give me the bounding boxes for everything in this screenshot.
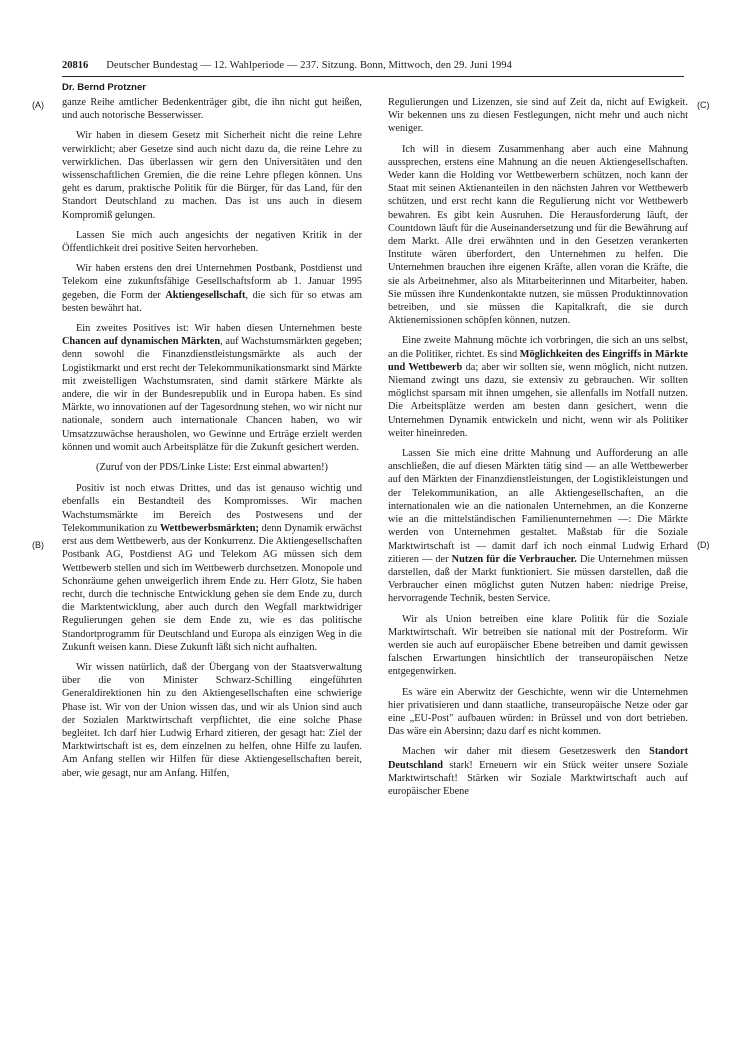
- paragraph: Regulierungen und Lizenzen, sie sind auf Zeit da, nicht auf Ewigkeit. Wir bekennen uns zu diesen Festlegungen, nicht mehr und auch nicht weniger.: [388, 97, 688, 135]
- speaker-name: Dr. Bernd Protzner: [62, 82, 146, 93]
- bold-term: Möglichkeiten des Eingriffs in Märkte und Wettbewerb: [388, 348, 688, 373]
- bold-term: Chancen auf dynamischen Märkten: [62, 336, 221, 348]
- paragraph: Wir wissen natürlich, daß der Übergang von der Staatsverwaltung über die von Minister Schwarz-Schilling eingeführten Generaldirektionen hin zu den Aktiengesellschaften eine schwierige Phase ist. Wir von der Union wissen das, und wir als Union sind auch der Sozialen Marktwirtschaft verpflichtet, die eine solche Phase begleitet. Ich darf hier Ludwig Erhard zitieren, der gesagt hat: Ziel der Marktwirtschaft ist es, dem einzelnen zu helfen, ohne Hilfe zu laufen. Am Anfang stellen wir Hilfen für diese Aktiengesellschaften bereit, aber, wie gesagt, nur am Anfang. Hilfen,: [62, 661, 362, 779]
- bold-term: Wettbewerbsmärkten;: [159, 522, 259, 534]
- margin-mark-d: (D): [697, 540, 710, 550]
- paragraph: Wir haben erstens den drei Unternehmen Postbank, Postdienst und Telekom eine zukunftsfähige Gesellschaftsform ab 1. Januar 1995 gegeben, die Form der Aktiengesellschaft, die sich für so etwas am besten bewährt hat.: [62, 263, 363, 314]
- margin-mark-c: (C): [697, 100, 710, 110]
- paragraph: Ich will in diesem Zusammenhang aber auch eine Mahnung aussprechen, erstens eine Mahnung an die neuen Aktiengesellschaften. Weder kann die Holding vor Wettbewerbern schützen, noch kann der Staat mit seinen Aktienanteilen in den nächsten Jahren vor Wettbewerb schützen, und erst recht kann die Regulierung nicht vor Wettbewerb bewahren. Es gibt kein Ausruhen. Die Herausforderung läuft, der Countdown läuft für die Auseinandersetzung und für die Bewährung auf dem Markt. Alle drei erwähnten und in den Gesetzen verankerten Institute wären überfordert, den Unternehmen zu helfen. Die Unternehmen brauchen ihre eigenen Kräfte, allen voran die Kräfte, die sie als Arbeitnehmer, also als Mitarbeiterinnen und Mitarbeiter, haben. Sie müssen ihre Kundenkontakte nutzen, sie müssen Produktinnovation betreiben, und sie müssen die Kapitalkraft, die sie durch Aktienemissionen schöpfen können, nutzen.: [388, 143, 688, 327]
- paragraph: Es wäre ein Aberwitz der Geschichte, wenn wir die Unternehmen hier privatisieren und dann staatliche, transeuropäische Netze oder gar eine „EU-Post" aufbauen würden: in Brüssel und von dort betrieben. Das wäre ein Abersinn; dazu darf es nicht kommen.: [388, 686, 688, 738]
- bold-term: Standort Deutschland: [388, 746, 688, 771]
- paragraph: Positiv ist noch etwas Drittes, und das ist genauso wichtig und ebenfalls ein Bestandteil des Kompromisses. Wir machen Wachstumsmärkte im Bereich des Postwesens und der Telekommunikation zu Wettbewerbsmärkten; denn Dynamik erwächst erst aus dem Wettbewerb, aus der Konkurrenz. Die Aktiengesellschaften Postbank AG, Postdienst AG und Telekom AG müssen sich dem Wettbewerb stellen und sich im Wettbewerb durchsetzen. Monopole und Schonräume gehen unweigerlich ihrem Ende zu. Herr Glotz, Sie haben recht, durch die technische Entwicklung gehen sie dem Ende zu, durch die Marktentwicklung, aber auch durch den Wegfall marktwidriger Regulierungen gehen sie dem Ende zu, wie es das politische Standortprogramm für Deutschland und Europa als einzigen Weg in die Zukunft weisen kann. Diese Zukunft läßt sich nicht aufhalten.: [62, 483, 362, 653]
- paragraph: Eine zweite Mahnung möchte ich vorbringen, die sich an uns selbst, an die Politiker, richtet. Es sind Möglichkeiten des Eingriffs in Märkte und Wettbewerb da; aber wir sollten sie, wenn möglich, nicht nutzen. Niemand zwingt uns dazu, sie extensiv zu gebrauchen. Wir sollten möglichst sparsam mit ihnen umgehen, sie allenfalls im Notfall nutzen. Die Arbeitsplätze werden am besten dann gesichert, wenn die Unternehmen Dynamik entwickeln und nicht, wenn wir als Politiker weiter hineinreden.: [388, 335, 688, 439]
- paragraph: ganze Reihe amtlicher Bedenkenträger gibt, die ihn nicht gut heißen, und auch notorische Besserwisser.: [62, 97, 362, 122]
- page-number: 20816: [62, 60, 89, 71]
- bold-term: Nutzen für die Verbraucher.: [451, 553, 577, 565]
- paragraph: Lassen Sie mich auch angesichts der negativen Kritik in der Öffentlichkeit drei positive Seiten hervorheben.: [62, 229, 362, 255]
- running-title: Deutscher Bundestag — 12. Wahlperiode — 237. Sitzung. Bonn, Mittwoch, den 29. Juni 1994: [106, 60, 512, 71]
- paragraph: Machen wir daher mit diesem Gesetzeswerk den Standort Deutschland stark! Erneuern wir ein Stück weiter unsere Soziale Marktwirtschaft! Stärken wir Soziale Marktwirtschaft auch auf europäischer Ebene: [388, 746, 688, 797]
- paragraph: Lassen Sie mich eine dritte Mahnung und Aufforderung an alle anschließen, die auf diesen Märkten tätig sind — an alle Wettbewerber auf den Märkten der Finanzdienstleistungen, der Logistikleistungen und der Telekommunikation, an alle Aktiengesellschaften, an die internationalen wie an die nationalen Unternehmen, an die Konzerne wie an die mittelständischen Familienunternehmen —: Die Märkte werden von Unternehmen gestaltet. Maßstab für die Soziale Marktwirtschaft ist — damit darf ich noch einmal Ludwig Erhard zitieren — der Nutzen für die Verbraucher. Die Unternehmen müssen darstellen, daß der Markt funktioniert. Sie müssen darstellen, daß die Verbraucher einen möglichst guten Nutzen haben: niedrige Preise, hervorragende Technik, besten Service.: [388, 448, 688, 605]
- paragraph: Ein zweites Positives ist: Wir haben diesen Unternehmen beste Chancen auf dynamischen Märkten, auf Wachstumsmärkten gegeben; denn sowohl die Finanzdienstleistungsmärkte als auch der Logistikmarkt und erst recht der Telekommunikationsmarkt sind Märkte mit zweistelligen Wachstumsraten, sind damit stärkere Märkte als andere, die wir in der Bundesrepublik und in Europa haben. Es sind Märkte, wo innovationen auf der Tagesordnung stehen, wo wir nicht nur nationale, sondern auch internationale Chancen haben, wo wir Umsatzzuwächse herausholen, wo Gewinne und Erträge erzielt werden können und womit auch Arbeitsplätze für die Zukunft gesichert werden.: [62, 323, 362, 453]
- interjection: (Zuruf von der PDS/Linke Liste: Erst einmal abwarten!): [96, 462, 328, 474]
- bold-term: Aktiengesellschaft: [165, 289, 246, 301]
- paragraph: Wir haben in diesem Gesetz mit Sicherheit nicht die reine Lehre verwirklicht; aber Gesetze sind auch nicht dazu da, die reine Lehre zu verwirklichen. Das überlassen wir gern den Universitäten und den wissenschaftlichen Gremien, die die reine Lehre pflegen können. Uns geht es darum, praktische Politik für die Bürger, für das Land, für den Standort Deutschland zu machen. Das ist uns auch in diesem Kompromiß gelungen.: [62, 130, 362, 221]
- paragraph: Wir als Union betreiben eine klare Politik für die Soziale Marktwirtschaft. Wir betreiben sie national mit der Postreform. Wir werden sie auch auf europäischer Ebene betreiben und damit gewissen falschen Erwartungen hinsichtlich der transeuropäischen Netze entgegenwirken.: [388, 613, 688, 678]
- left-column: [62, 96, 362, 787]
- header-rule: [62, 76, 684, 77]
- margin-mark-b: (B): [32, 540, 44, 550]
- page-header: [62, 60, 684, 71]
- margin-mark-a: (A): [32, 100, 44, 110]
- right-column: [388, 96, 688, 805]
